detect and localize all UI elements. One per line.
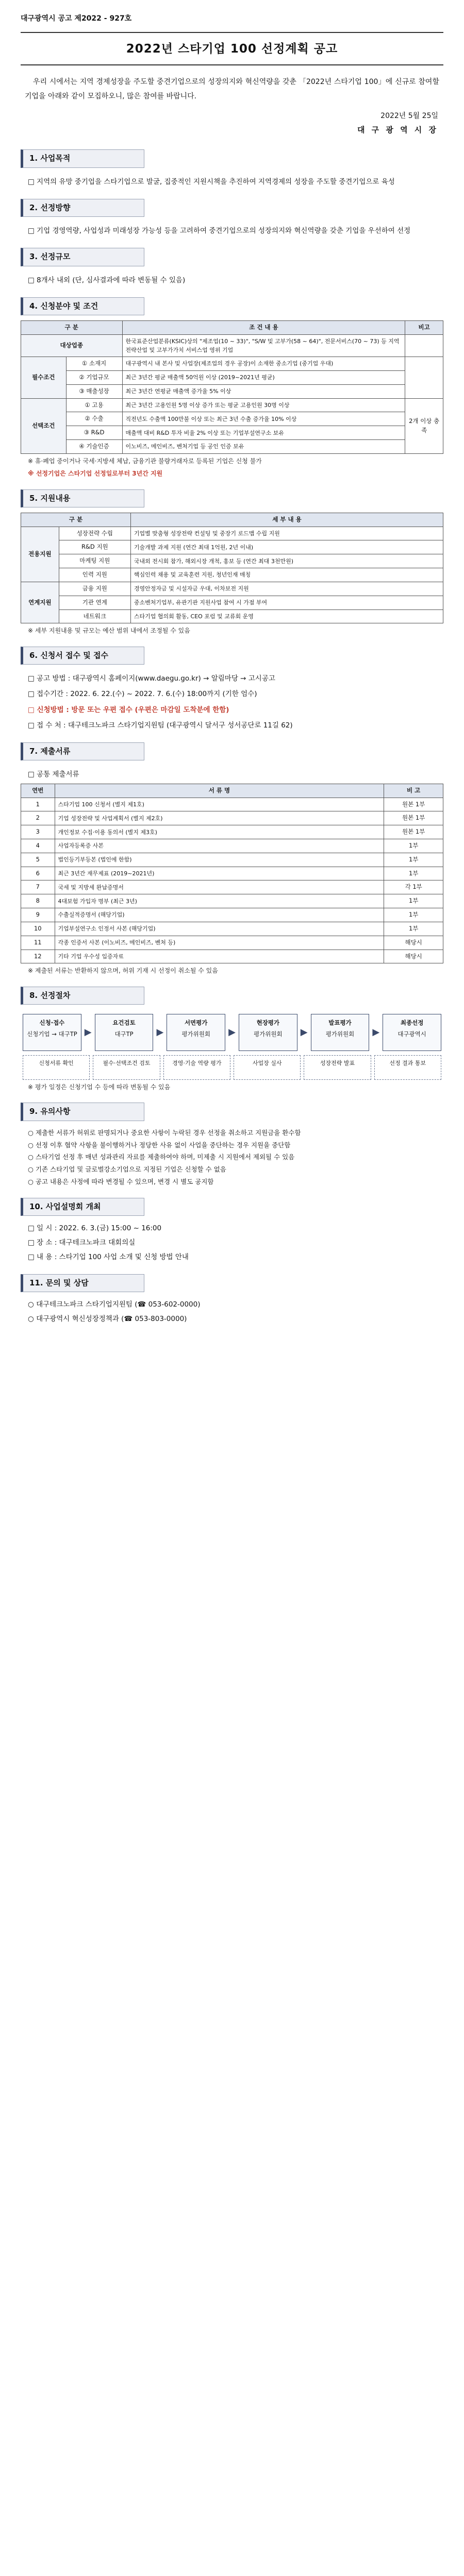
section-heading: 2. 선정방향	[21, 199, 144, 217]
process-step	[311, 1014, 370, 1051]
table-cell: ③ R&D	[66, 426, 122, 440]
table-cell: 한국표준산업분류(KSIC)상의 "제조업(10 ~ 33)", "S/W 및 고부가(58 ~ 64)", 전문서비스(70 ~ 73) 등 지역 전략산업 및 고부가가치 서비스업 영위 기업	[122, 335, 405, 357]
table-row	[21, 867, 443, 880]
table-cell: 기관 연계	[59, 596, 130, 609]
table-row	[21, 426, 443, 440]
table-cell: ② 기업규모	[66, 370, 122, 384]
process-step	[239, 1014, 297, 1051]
table-cell: 이노비즈, 메인비즈, 벤처기업 등 공인 인증 보유	[122, 439, 405, 453]
step-label: 신청·접수	[39, 1019, 65, 1026]
table-cell: 기업부설연구소 인정서 사본 (해당기업)	[55, 922, 384, 936]
table-cell: 2개 이상 충족	[405, 398, 443, 453]
table-row	[21, 335, 443, 357]
process-step	[383, 1014, 441, 1051]
step-owner: 대구TP	[114, 1030, 134, 1038]
table-header: 비 고	[384, 784, 443, 798]
application-line: □ 접 수 처 : 대구테크노파크 스타기업지원팀 (대구광역시 달서구 성서공단로 11길 62)	[28, 721, 293, 730]
table-cell: 금융 지원	[59, 582, 130, 596]
table-row	[21, 825, 443, 839]
table-cell: R&D 지원	[59, 540, 130, 554]
table-cell: 9	[21, 908, 55, 922]
application-line: □ 공고 방법 : 대구광역시 홈페이지(www.daegu.go.kr) → 알림마당 → 고시공고	[28, 674, 275, 683]
briefing-details	[28, 1222, 443, 1264]
section-text: □ 지역의 유망 중기업을 스타기업으로 발굴, 집중적인 지원시책을 추진하여 지역경제의 성장을 주도할 중견기업으로 육성	[28, 177, 395, 186]
table-row	[21, 853, 443, 867]
table-cell: 원본 1부	[384, 825, 443, 839]
table-header: 구 분	[21, 321, 123, 335]
table-cell: 10	[21, 922, 55, 936]
step-owner: 평가위원회	[325, 1030, 355, 1038]
table-cell: 기업 성장전략 및 사업계획서 (별지 제2호)	[55, 811, 384, 825]
substep: 필수·선택조건 검토	[93, 1055, 160, 1080]
table-row	[21, 527, 443, 540]
table-cell: 3	[21, 825, 55, 839]
step-label: 요건검토	[112, 1019, 136, 1026]
table-cell: 해당시	[384, 936, 443, 950]
table-note: ※ 제출된 서류는 반환하지 않으며, 허위 기재 시 선정이 취소될 수 있음	[28, 967, 218, 975]
table-header: 조 건 내 용	[122, 321, 405, 335]
table-cell: 1	[21, 798, 55, 811]
table-row	[21, 540, 443, 554]
table-cell: ③ 매출성장	[66, 384, 122, 398]
table-header: 연번	[21, 784, 55, 798]
step-owner: 평가위원회	[254, 1030, 283, 1038]
table-row	[21, 811, 443, 825]
table-row	[21, 384, 443, 398]
section-heading: 7. 제출서류	[21, 742, 144, 760]
table-cell: 6	[21, 867, 55, 880]
intro-text: 우리 시에서는 지역 경제성장을 주도할 중견기업으로의 성장의지와 혁신역량을 갖춘 「2022년 스타기업 100」에 신규로 참여할 기업을 아래와 같이 모집하오니, 많은 참여를 바랍니다.	[25, 78, 439, 101]
section-heading: 1. 사업목적	[21, 149, 144, 167]
table-row	[21, 798, 443, 811]
table-cell: 1부	[384, 867, 443, 880]
table-cell: 최근 3년간 평균 매출액 50억원 이상 (2019~2021년 평균)	[122, 370, 405, 384]
step-owner: 신청기업 → 대구TP	[27, 1030, 77, 1038]
table-cell: 11	[21, 936, 55, 950]
arrow-right-icon: ▶	[156, 1026, 164, 1038]
section-heading: 4. 신청분야 및 조건	[21, 297, 144, 315]
briefing-line: □ 내 용 : 스타기업 100 사업 소개 및 신청 방법 안내	[28, 1252, 189, 1261]
table-header: 구 분	[21, 513, 131, 527]
section-text: □ 기업 경영역량, 사업성과 미래성장 가능성 등을 고려하여 중견기업으로의 성장의지와 혁신역량을 갖춘 기업을 우선하여 선정	[28, 227, 411, 235]
cautions-list	[28, 1127, 443, 1188]
list-item: ○ 선정 이후 협약 사항을 불이행하거나 정당한 사유 없이 사업을 중단하는 경우 지원을 중단함	[28, 1141, 291, 1149]
substep: 경영·기술 역량 평가	[163, 1055, 230, 1080]
table-cell: 핵심인력 채용 및 교육훈련 지원, 청년인재 매칭	[130, 568, 443, 582]
eligibility-table	[21, 320, 443, 454]
table-cell: 5	[21, 853, 55, 867]
table-cell	[405, 335, 443, 357]
table-header: 서 류 명	[55, 784, 384, 798]
table-cell: 1부	[384, 894, 443, 908]
table-cell: 1부	[384, 908, 443, 922]
section-heading: 3. 선정규모	[21, 248, 144, 266]
process-step	[23, 1014, 81, 1051]
briefing-line: □ 일 시 : 2022. 6. 3.(금) 15:00 ~ 16:00	[28, 1224, 162, 1233]
table-cell: 2	[21, 811, 55, 825]
table-cell: 8	[21, 894, 55, 908]
table-note: ※ 세부 지원내용 및 규모는 예산 범위 내에서 조정될 수 있음	[28, 627, 190, 635]
table-row	[21, 568, 443, 582]
table-cell: 사업자등록증 사본	[55, 839, 384, 853]
process-step	[95, 1014, 154, 1051]
page-title: 2022년 스타기업 100 선정계획 공고	[126, 42, 338, 56]
table-cell: 선택조건	[21, 398, 67, 453]
process-substeps	[23, 1055, 441, 1080]
table-cell: 스타기업 100 신청서 (별지 제1호)	[55, 798, 384, 811]
section-heading: 9. 유의사항	[21, 1103, 144, 1121]
subheading: □ 공통 제출서류	[28, 770, 79, 779]
table-row	[21, 439, 443, 453]
table-cell: 성장전략 수립	[59, 527, 130, 540]
table-cell: 4	[21, 839, 55, 853]
support-table	[21, 513, 443, 624]
arrow-right-icon: ▶	[372, 1026, 380, 1038]
section-heading: 8. 선정절차	[21, 987, 144, 1005]
table-cell: 최근 3년간 연평균 매출액 증가율 5% 이상	[122, 384, 405, 398]
section-heading: 6. 신청서 접수 및 접수	[21, 647, 144, 665]
table-cell: 각종 인증서 사본 (이노비즈, 메인비즈, 벤처 등)	[55, 936, 384, 950]
table-row	[21, 554, 443, 568]
table-row	[21, 950, 443, 963]
table-cell: 4대보험 가입자 명부 (최근 3년)	[55, 894, 384, 908]
table-cell: 기타 기업 우수성 입증자료	[55, 950, 384, 963]
section-support	[21, 489, 443, 636]
section-heading: 5. 지원내용	[21, 489, 144, 507]
substep: 성장전략 발표	[304, 1055, 371, 1080]
section-heading: 11. 문의 및 상담	[21, 1274, 144, 1292]
section-process	[21, 987, 443, 1093]
table-header: 세 부 내 용	[130, 513, 443, 527]
table-cell: 스타기업 협의회 활동, CEO 포럼 및 교류회 운영	[130, 609, 443, 623]
table-row	[21, 908, 443, 922]
substep: 사업장 실사	[234, 1055, 301, 1080]
process-flow	[23, 1014, 441, 1051]
table-row	[21, 609, 443, 623]
table-cell: 개인정보 수집·이용 동의서 (별지 제3호)	[55, 825, 384, 839]
table-row	[21, 398, 443, 412]
step-label: 최종선정	[400, 1019, 424, 1026]
table-cell: 대상업종	[21, 335, 123, 357]
table-row	[21, 370, 443, 384]
table-cell: 원본 1부	[384, 811, 443, 825]
signer: 대 구 광 역 시 장	[357, 125, 438, 135]
step-label: 발표평가	[328, 1019, 352, 1026]
table-cell: 최근 3년간 재무제표 (2019~2021년)	[55, 867, 384, 880]
step-label: 서면평가	[184, 1019, 208, 1026]
section-application	[21, 647, 443, 733]
step-owner: 평가위원회	[181, 1030, 210, 1038]
table-cell: 마케팅 지원	[59, 554, 130, 568]
table-cell: 기업별 맞춤형 성장전략 컨설팅 및 중장기 로드맵 수립 지원	[130, 527, 443, 540]
table-note: ※ 휴·폐업 중이거나 국세·지방세 체납, 금융기관 불량거래자로 등록된 기업은 신청 불가	[28, 457, 262, 465]
substep: 신청서류 확인	[23, 1055, 90, 1080]
briefing-line: □ 장 소 : 대구테크노파크 대회의실	[28, 1238, 136, 1247]
section-direction	[21, 199, 443, 238]
table-note: ※ 선정기업은 스타기업 선정일로부터 3년간 지원	[28, 470, 163, 478]
section-scale	[21, 248, 443, 287]
section-documents	[21, 742, 443, 976]
section-heading: 10. 사업설명회 개최	[21, 1198, 144, 1216]
table-cell: 7	[21, 880, 55, 894]
table-cell: 각 1부	[384, 880, 443, 894]
documents-table	[21, 784, 443, 964]
table-cell: 1부	[384, 922, 443, 936]
table-cell: 1부	[384, 839, 443, 853]
arrow-right-icon: ▶	[228, 1026, 236, 1038]
list-item: ○ 스타기업 선정 후 매년 성과관리 자료를 제출하여야 하며, 미제출 시 지원에서 제외될 수 있음	[28, 1153, 295, 1161]
table-cell: ④ 기술인증	[66, 439, 122, 453]
table-row	[21, 839, 443, 853]
table-cell: 전용지원	[21, 527, 59, 582]
table-cell: 12	[21, 950, 55, 963]
table-cell: 국내외 전시회 참가, 해외시장 개척, 홍보 등 (연간 최대 3천만원)	[130, 554, 443, 568]
table-cell: 기술개발 과제 지원 (연간 최대 1억원, 2년 이내)	[130, 540, 443, 554]
step-label: 현장평가	[256, 1019, 280, 1026]
table-row	[21, 357, 443, 371]
table-cell: 필수조건	[21, 357, 67, 398]
list-item: ○ 기존 스타기업 및 글로벌강소기업으로 지정된 기업은 신청할 수 없음	[28, 1165, 226, 1174]
application-line: □ 신청방법 : 방문 또는 우편 접수 (우편은 마감일 도착분에 한함)	[28, 705, 229, 714]
table-cell: 원본 1부	[384, 798, 443, 811]
table-cell: 최근 3년간 고용인원 5명 이상 증가 또는 평균 고용인원 30명 이상	[122, 398, 405, 412]
arrow-right-icon: ▶	[84, 1026, 92, 1038]
table-cell: 대구광역시 내 본사 및 사업장(제조업의 경우 공장)이 소재한 중소기업 (중기업 우대)	[122, 357, 405, 371]
arrow-right-icon: ▶	[300, 1026, 308, 1038]
section-purpose	[21, 149, 443, 189]
list-item: ○ 공고 내용은 사정에 따라 변경될 수 있으며, 변경 시 별도 공지함	[28, 1178, 214, 1186]
table-cell: 국세 및 지방세 완납증명서	[55, 880, 384, 894]
table-cell: 법인등기부등본 (법인에 한함)	[55, 853, 384, 867]
table-cell: 해당시	[384, 950, 443, 963]
process-note: ※ 평가 일정은 신청기업 수 등에 따라 변동될 수 있음	[28, 1083, 171, 1091]
table-cell: ② 수출	[66, 412, 122, 426]
table-cell: 인력 지원	[59, 568, 130, 582]
table-row	[21, 582, 443, 596]
table-row	[21, 880, 443, 894]
table-cell: 연계지원	[21, 582, 59, 623]
table-cell: 직전년도 수출액 100만불 이상 또는 최근 3년 수출 증가율 10% 이상	[122, 412, 405, 426]
table-row	[21, 412, 443, 426]
table-header: 비고	[405, 321, 443, 335]
table-cell: 수출실적증명서 (해당기업)	[55, 908, 384, 922]
table-cell	[405, 357, 443, 398]
section-eligibility	[21, 297, 443, 479]
application-line: □ 접수기간 : 2022. 6. 22.(수) ~ 2022. 7. 6.(수) 18:00까지 (기한 엄수)	[28, 690, 257, 699]
list-item: ○ 제출한 서류가 허위로 판명되거나 중요한 사항이 누락된 경우 선정을 취소하고 지원금을 환수함	[28, 1128, 301, 1137]
table-row	[21, 936, 443, 950]
contact-line: ○ 대구광역시 혁신성장정책과 (☎ 053-803-0000)	[28, 1315, 187, 1324]
table-cell: 경영안정자금 및 시설자금 우대, 이차보전 지원	[130, 582, 443, 596]
contact-details	[28, 1298, 443, 1326]
table-cell: ① 소재지	[66, 357, 122, 371]
contact-line: ○ 대구테크노파크 스타기업지원팀 (☎ 053-602-0000)	[28, 1300, 201, 1309]
process-step	[167, 1014, 225, 1051]
section-text: □ 8개사 내외 (단, 심사결과에 따라 변동될 수 있음)	[28, 276, 186, 284]
section-contact	[21, 1274, 443, 1326]
announcement-date: 2022년 5월 25일	[380, 112, 438, 121]
substep: 선정 결과 통보	[374, 1055, 441, 1080]
title-box	[21, 32, 443, 66]
section-briefing	[21, 1198, 443, 1264]
table-cell: ① 고용	[66, 398, 122, 412]
table-cell: 매출액 대비 R&D 투자 비율 2% 이상 또는 기업부설연구소 보유	[122, 426, 405, 440]
table-cell: 중소벤처기업부, 유관기관 지원사업 참여 시 가점 부여	[130, 596, 443, 609]
document-number: 대구광역시 공고 제2022 - 927호	[21, 14, 132, 23]
table-row	[21, 922, 443, 936]
table-row	[21, 596, 443, 609]
table-cell: 1부	[384, 853, 443, 867]
table-cell: 네트워크	[59, 609, 130, 623]
step-owner: 대구광역시	[397, 1030, 426, 1038]
section-cautions	[21, 1103, 443, 1188]
table-row	[21, 894, 443, 908]
